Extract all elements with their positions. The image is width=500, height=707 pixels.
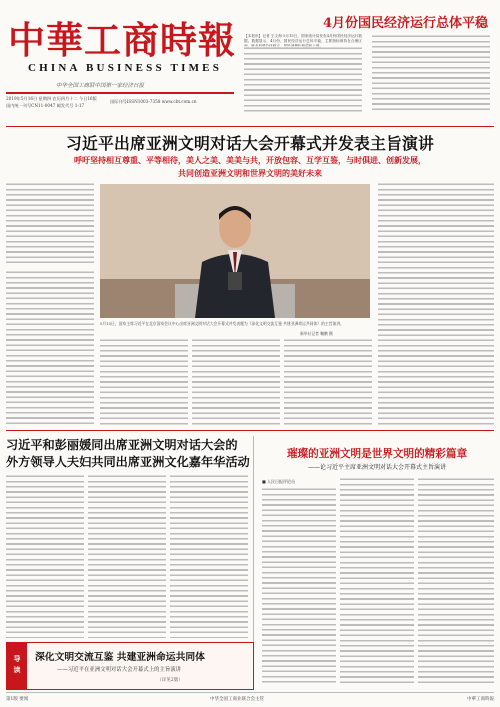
masthead [6, 6, 234, 122]
article-col-4 [284, 338, 372, 426]
headline-sub-2: 共同创造亚洲文明和世界文明的美好未来 [178, 168, 322, 178]
main-headline: 习近平出席亚洲文明对话大会开幕式并发表主旨演讲 [66, 134, 434, 153]
commentary-byline: ■ 人民日报评论员 [262, 479, 296, 484]
article-col-2 [100, 338, 188, 426]
guide-article-link[interactable]: 深化文明交流互鉴 共建亚洲命运共同体 [35, 652, 205, 663]
footer-right: 中華工商時報 [467, 697, 494, 702]
second-story-col-2 [88, 474, 166, 638]
lead-photo [100, 184, 370, 318]
photo-credit: 新华社记者 鞠鹏 摄 [300, 331, 333, 336]
newspaper-slogan: 中华全国工商联中国第一家经济日报 [56, 83, 145, 89]
commentary-col-2 [340, 477, 414, 683]
footer-rule [6, 692, 494, 693]
guide-page-ref: （详见2版） [157, 678, 183, 683]
second-story-col-1 [6, 474, 84, 638]
top-story-title: 4月份国民经济运行总体平稳 [322, 16, 488, 31]
article-col-1b [6, 270, 94, 426]
top-divider [6, 126, 494, 127]
top-story-lead: 【本报讯】记者 王文海 5月15日，国家统计局发布4月份国民经济运行数据。数据显示，4月份，国民经济运行总体平稳，主要指标保持在合理区 [244, 34, 362, 44]
masthead-info-2: 国内统一刊号CN11-0047 邮发代号 1-17 [6, 103, 85, 108]
speaker-figure [100, 184, 370, 318]
guide-label: 导读 [7, 643, 27, 689]
commentary-col-3 [418, 477, 494, 683]
top-story-col-2 [372, 34, 490, 112]
top-story [244, 6, 494, 122]
mid-divider [6, 430, 494, 431]
commentary-title: 璀璨的亚洲文明是世界文明的精彩篇章 [286, 448, 468, 460]
photo-caption: 5月15日，国家主席习近平在北京国家会议中心出席亚洲文明对话大会开幕式并发表题为《深化文明交流互鉴 共建亚洲命运共同体》的主旨演讲。 [100, 321, 344, 326]
article-col-3 [192, 338, 280, 426]
footer-left: 第1版 要闻 [6, 697, 29, 702]
footer-middle: 中华全国工商业联合会主管 [210, 697, 264, 702]
guide-box [6, 642, 254, 690]
masthead-info-1: 2019年5月16日 星期四 农历四月十二 今日16版 [6, 96, 97, 101]
commentary-subtitle: ——论习近平主席亚洲文明对话大会开幕式主旨演讲 [307, 464, 446, 471]
commentary-col-1 [262, 487, 336, 683]
second-story-title-2: 外方领导人夫妇共同出席亚洲文化嘉年华活动 [6, 455, 250, 469]
newspaper-subtitle: CHINA BUSINESS TIMES [28, 62, 223, 74]
newspaper-title: 中華工商時報 [8, 18, 236, 62]
second-story-title-1: 习近平和彭丽媛同出席亚洲文明对话大会的 [6, 438, 238, 452]
article-col-5 [378, 182, 494, 426]
masthead-info-3: 国际刊号ISSN1003-7358 www.cbt.com.cn [110, 99, 197, 104]
article-col-1 [6, 182, 94, 266]
masthead-rule [6, 92, 234, 94]
guide-subtitle: ——习近平在亚洲文明对话大会开幕式上的主旨演讲 [57, 667, 181, 673]
second-story-col-3 [170, 474, 248, 638]
headline-sub-1: 呼吁坚持相互尊重、平等相待，美人之美、美美与共，开放包容、互学互鉴，与时俱进、创新发展， [74, 155, 426, 165]
top-story-col-1 [244, 46, 362, 112]
